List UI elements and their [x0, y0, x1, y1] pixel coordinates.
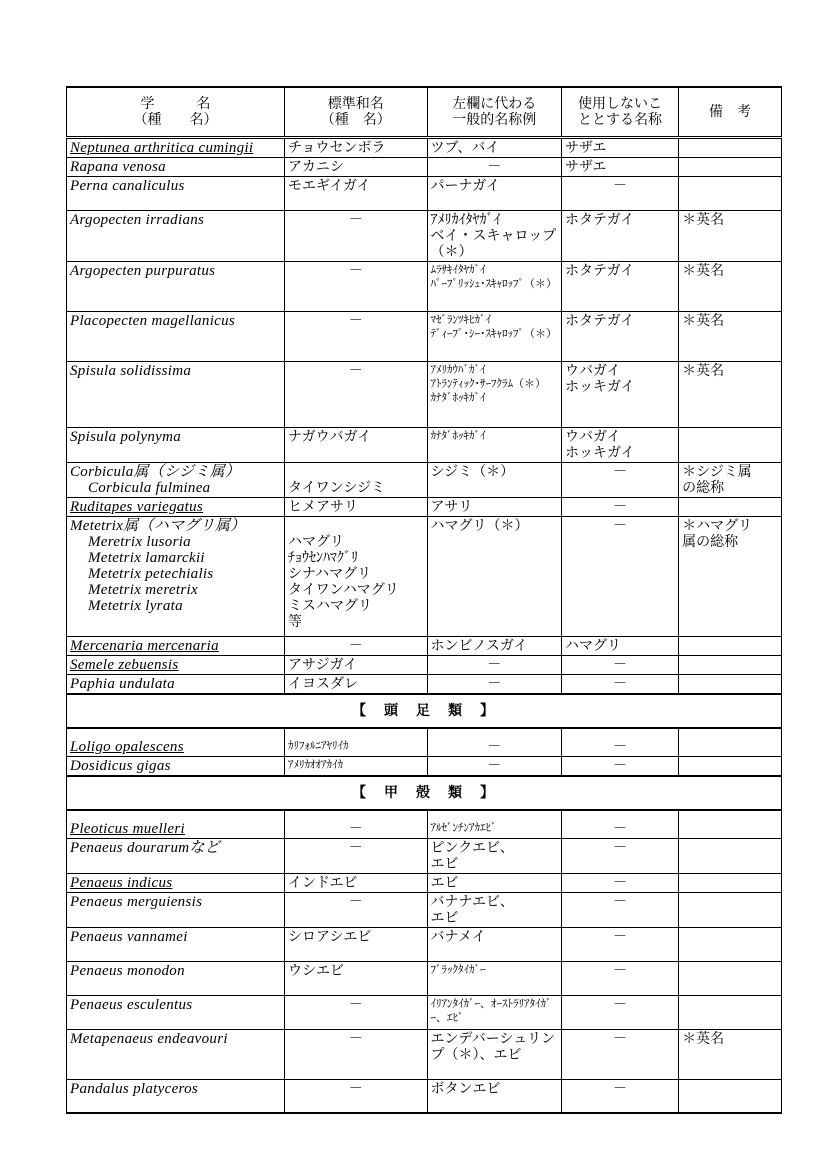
remarks: ＊ハマグリ 属の総称	[679, 517, 782, 637]
species-name: Metetrix petechialis	[88, 566, 214, 582]
standard-name: －	[284, 839, 427, 874]
table-row	[67, 177, 782, 211]
standard-name: －	[284, 1080, 427, 1113]
table-row	[67, 262, 782, 312]
standard-name: アカニシ	[284, 158, 427, 177]
header-general-name: 左欄に代わる 一般的名称例	[427, 87, 561, 138]
table-row	[67, 428, 782, 463]
general-name: －	[427, 675, 561, 695]
standard-name: －	[284, 810, 427, 839]
unused-name: －	[561, 1030, 678, 1080]
scientific-name: Penaeus indicus	[67, 874, 285, 893]
scientific-name: Placopecten magellanicus	[67, 312, 285, 362]
unused-name: －	[561, 463, 678, 498]
remarks	[679, 656, 782, 675]
unused-name: －	[561, 517, 678, 637]
section-crustacean-title: 【 甲 殻 類 】	[67, 776, 782, 810]
section-header-row	[67, 694, 782, 728]
standard-name: －	[284, 312, 427, 362]
scientific-name: Pandalus platyceros	[67, 1080, 285, 1113]
scientific-name: Mercenaria mercenaria	[67, 637, 285, 656]
remarks: ＊英名	[679, 312, 782, 362]
table-row	[67, 637, 782, 656]
scientific-name: Spisula solidissima	[67, 362, 285, 428]
remarks	[679, 637, 782, 656]
general-name: ｶﾅﾀﾞﾎｯｷｶﾞｲ	[427, 428, 561, 463]
remarks	[679, 138, 782, 158]
table-row	[67, 962, 782, 996]
general-name: アサリ	[427, 498, 561, 517]
general-name: エンデバーシュリンプ（＊）、エビ	[427, 1030, 561, 1080]
table-row	[67, 810, 782, 839]
unused-name: ホタテガイ	[561, 262, 678, 312]
standard-name: チョウセンボラ	[284, 138, 427, 158]
general-name: ボタンエビ	[427, 1080, 561, 1113]
remarks	[679, 839, 782, 874]
scientific-name: Dosidicus gigas	[67, 757, 285, 777]
scientific-name: Penaeus merguiensis	[67, 893, 285, 928]
unused-name: －	[561, 656, 678, 675]
general-name: ﾑﾗｻｷｲﾀﾔｶﾞｲ ﾊﾟｰﾌﾟﾘｯｼｭ･ｽｷｬﾛｯﾌﾟ（＊）	[427, 262, 561, 312]
standard-name: インドエビ	[284, 874, 427, 893]
table-row	[67, 463, 782, 498]
scientific-name: Paphia undulata	[67, 675, 285, 695]
general-name: ツブ、バイ	[427, 138, 561, 158]
unused-name: ハマグリ	[561, 637, 678, 656]
general-name: バナナエビ、 エビ	[427, 893, 561, 928]
table-row	[67, 1030, 782, 1080]
general-name: バナメイ	[427, 928, 561, 962]
standard-name: ヒメアサリ	[284, 498, 427, 517]
general-name: ｲﾘｱﾝﾀｲｶﾞｰ、ｵｰｽﾄﾗﾘｱﾀｲｶﾞｰ、ｴﾋﾞ	[427, 996, 561, 1030]
species-name: Metetrix lamarckii	[88, 550, 205, 566]
remarks	[679, 757, 782, 777]
standard-name: タイワンシジミ	[284, 463, 427, 498]
table-row	[67, 928, 782, 962]
standard-name: －	[284, 996, 427, 1030]
table-header-row	[67, 87, 782, 138]
genus-name: Metetrix属（ハマグリ属）	[70, 518, 246, 534]
species-name: Metetrix meretrix	[88, 582, 198, 598]
scientific-name: Neptunea arthritica cumingii	[67, 138, 285, 158]
table-row	[67, 757, 782, 777]
unused-name: －	[561, 962, 678, 996]
section-header-row	[67, 776, 782, 810]
scientific-name: Perna canaliculus	[67, 177, 285, 211]
standard-name: アサジガイ	[284, 656, 427, 675]
table-row	[67, 996, 782, 1030]
standard-name: ハマグリ ﾁｮｳｾﾝﾊﾏｸﾞﾘ シナハマグリ タイワンハマグリ ミスハマグリ 等	[284, 517, 427, 637]
general-name: ｱﾒﾘｶｲﾀﾔｶﾞｲ ベイ・スキャロップ（＊）	[427, 211, 561, 262]
table-row	[67, 893, 782, 928]
section-cephalopod-title: 【 頭 足 類 】	[67, 694, 782, 728]
scientific-name: Argopecten purpuratus	[67, 262, 285, 312]
remarks: ＊英名	[679, 1030, 782, 1080]
general-name: パーナガイ	[427, 177, 561, 211]
genus-name: Corbicula属（シジミ属）	[70, 464, 241, 480]
scientific-name: Semele zebuensis	[67, 656, 285, 675]
table-row	[67, 728, 782, 757]
species-name-table	[66, 86, 782, 1114]
scientific-name: Penaeus vannamei	[67, 928, 285, 962]
unused-name: －	[561, 893, 678, 928]
scientific-name: Argopecten irradians	[67, 211, 285, 262]
scientific-name	[67, 463, 285, 498]
standard-name: ナガウバガイ	[284, 428, 427, 463]
unused-name: －	[561, 498, 678, 517]
general-name: －	[427, 158, 561, 177]
scientific-name	[67, 517, 285, 637]
general-name: ピンクエビ、 エビ	[427, 839, 561, 874]
scientific-name: Rapana venosa	[67, 158, 285, 177]
table-row	[67, 656, 782, 675]
remarks	[679, 177, 782, 211]
unused-name: ホタテガイ	[561, 211, 678, 262]
general-name: －	[427, 656, 561, 675]
unused-name: －	[561, 177, 678, 211]
remarks	[679, 158, 782, 177]
scientific-name: Pleoticus muelleri	[67, 810, 285, 839]
general-name: シジミ（＊）	[427, 463, 561, 498]
header-scientific-name: 学 名 （種 名）	[67, 87, 285, 138]
general-name: ﾌﾞﾗｯｸﾀｲｶﾞｰ	[427, 962, 561, 996]
standard-name: －	[284, 637, 427, 656]
unused-name: －	[561, 810, 678, 839]
remarks	[679, 962, 782, 996]
unused-name: サザエ	[561, 138, 678, 158]
scientific-name: Metapenaeus endeavouri	[67, 1030, 285, 1080]
remarks: ＊シジミ属 の総称	[679, 463, 782, 498]
standard-name: －	[284, 893, 427, 928]
scientific-name: Penaeus esculentus	[67, 996, 285, 1030]
remarks	[679, 498, 782, 517]
unused-name: －	[561, 675, 678, 695]
remarks	[679, 810, 782, 839]
general-name: エビ	[427, 874, 561, 893]
unused-name: ウバガイ ホッキガイ	[561, 362, 678, 428]
remarks: ＊英名	[679, 211, 782, 262]
table-row	[67, 498, 782, 517]
unused-name: －	[561, 928, 678, 962]
remarks	[679, 428, 782, 463]
species-name: Metetrix lyrata	[88, 598, 183, 614]
standard-name: イヨスダレ	[284, 675, 427, 695]
header-standard-japanese-name: 標準和名 （種 名）	[284, 87, 427, 138]
remarks	[679, 675, 782, 695]
table-row	[67, 839, 782, 874]
scientific-name: Spisula polynyma	[67, 428, 285, 463]
species-name: Corbicula fulminea	[88, 480, 211, 496]
unused-name: －	[561, 728, 678, 757]
standard-name: －	[284, 211, 427, 262]
header-unused-name: 使用しないこ ととする名称	[561, 87, 678, 138]
standard-name: －	[284, 1030, 427, 1080]
remarks	[679, 996, 782, 1030]
table-row	[67, 362, 782, 428]
table-row	[67, 211, 782, 262]
table-row	[67, 517, 782, 637]
table-row	[67, 874, 782, 893]
unused-name: －	[561, 874, 678, 893]
general-name: ハマグリ（＊）	[427, 517, 561, 637]
table-row	[67, 158, 782, 177]
unused-name: －	[561, 996, 678, 1030]
scientific-name: Ruditapes variegatus	[67, 498, 285, 517]
general-name: －	[427, 728, 561, 757]
standard-name: ｶﾘﾌｫﾙﾆｱﾔﾘｲｶ	[284, 728, 427, 757]
remarks	[679, 874, 782, 893]
standard-name: －	[284, 362, 427, 428]
general-name: ｱﾒﾘｶｳﾊﾞｶﾞｲ ｱﾄﾗﾝﾃｨｯｸ･ｻｰﾌｸﾗﾑ（＊） ｶﾅﾀﾞﾎｯｷｶﾞｲ	[427, 362, 561, 428]
scientific-name: Penaeus monodon	[67, 962, 285, 996]
general-name: －	[427, 757, 561, 777]
unused-name: サザエ	[561, 158, 678, 177]
standard-name: ｱﾒﾘｶｵｵｱｶｲｶ	[284, 757, 427, 777]
table-row	[67, 1080, 782, 1113]
unused-name: ホタテガイ	[561, 312, 678, 362]
species-name: Meretrix lusoria	[88, 534, 191, 550]
standard-name: －	[284, 262, 427, 312]
scientific-name: Loligo opalescens	[67, 728, 285, 757]
table-row	[67, 138, 782, 158]
general-name: ｱﾙｾﾞﾝﾁﾝｱｶｴﾋﾞ	[427, 810, 561, 839]
standard-name: ウシエビ	[284, 962, 427, 996]
unused-name: －	[561, 1080, 678, 1113]
unused-name: －	[561, 757, 678, 777]
unused-name: ウバガイ ホッキガイ	[561, 428, 678, 463]
table-row	[67, 312, 782, 362]
remarks: ＊英名	[679, 362, 782, 428]
remarks	[679, 928, 782, 962]
standard-name: モエギイガイ	[284, 177, 427, 211]
header-remarks: 備 考	[679, 87, 782, 138]
remarks	[679, 893, 782, 928]
remarks	[679, 728, 782, 757]
scientific-name: Penaeus dourarumなど	[67, 839, 285, 874]
standard-name: シロアシエビ	[284, 928, 427, 962]
general-name: ﾏｾﾞﾗﾝﾂｷﾋｶﾞｲ ﾃﾞｨｰﾌﾟ･ｼｰ･ｽｷｬﾛｯﾌﾟ（＊）	[427, 312, 561, 362]
remarks: ＊英名	[679, 262, 782, 312]
table-row	[67, 675, 782, 695]
remarks	[679, 1080, 782, 1113]
unused-name: －	[561, 839, 678, 874]
general-name: ホンビノスガイ	[427, 637, 561, 656]
